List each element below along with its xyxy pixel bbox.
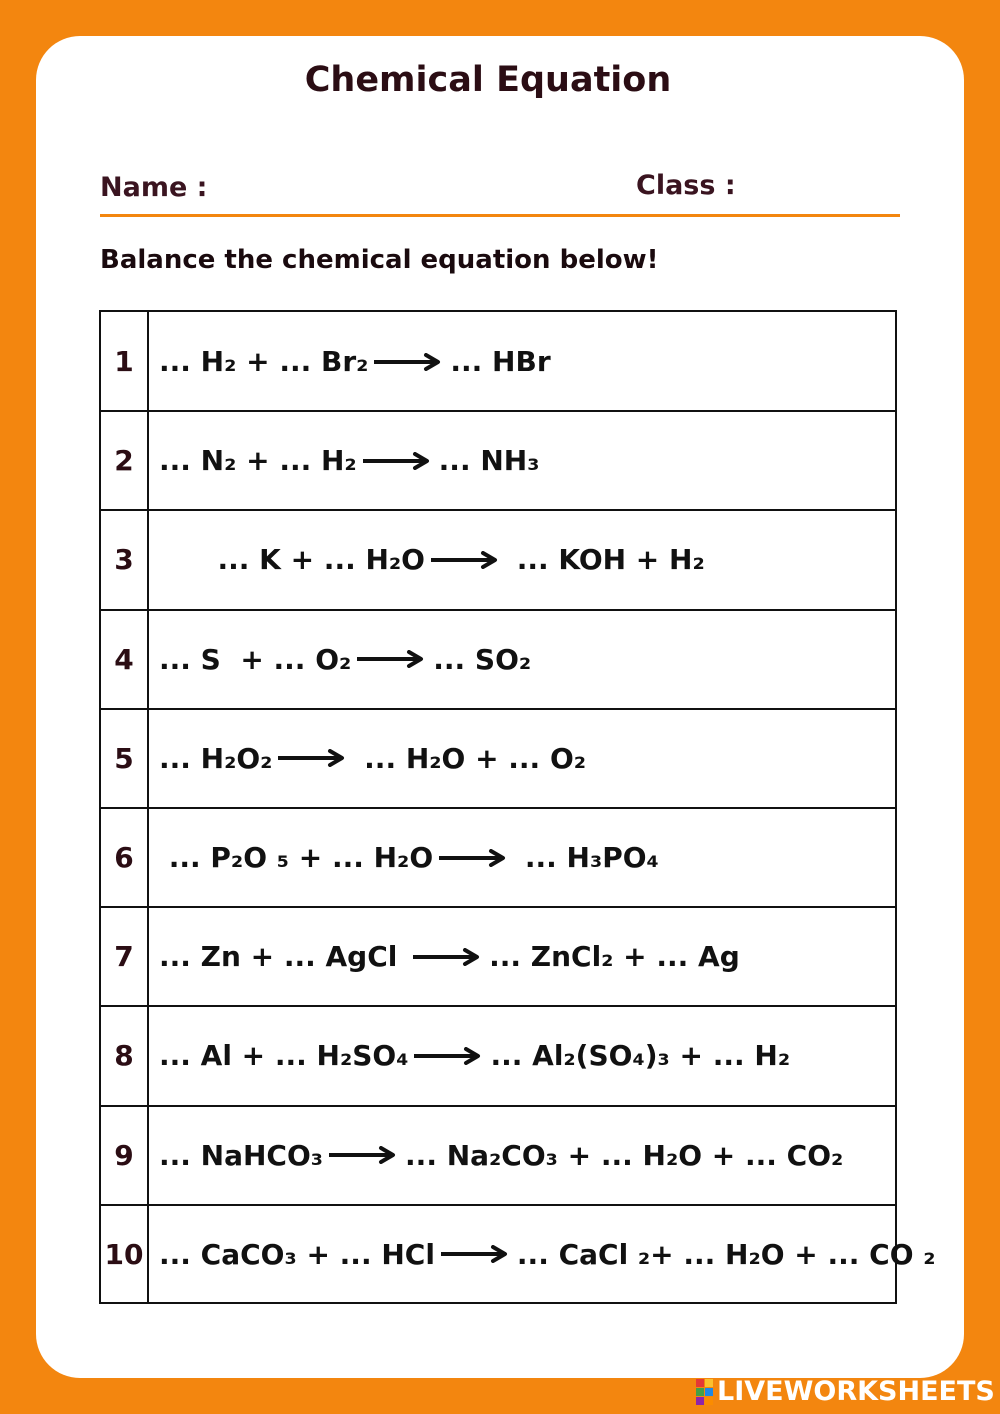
row-number: 1 [101, 312, 149, 411]
equation-row [101, 709, 895, 808]
equation-cell [149, 1205, 936, 1304]
row-divider [101, 1105, 895, 1107]
reactants: ... P₂O ₅ + ... H₂O [159, 841, 434, 874]
equation-row [101, 312, 895, 411]
name-class-underline [100, 214, 900, 217]
products: ... ZnCl₂ + ... Ag [489, 940, 740, 974]
equation-cell [149, 411, 895, 510]
row-number: 8 [101, 1006, 149, 1105]
row-number: 9 [101, 1106, 149, 1205]
logo-text: LIVEWORKSHEETS [717, 1376, 995, 1407]
reactants: ... CaCO₃ + ... HCl [159, 1237, 435, 1271]
equation-row [101, 1106, 895, 1205]
row-divider [101, 708, 895, 710]
products: ... H₃PO₄ [515, 841, 659, 874]
reaction-arrow-icon [431, 551, 501, 569]
products: ... Al₂(SO₄)₃ + ... H₂ [490, 1039, 791, 1073]
reaction-arrow-icon [357, 650, 427, 668]
liveworksheets-logo [696, 1376, 995, 1407]
reactants: ... H₂ + ... Br₂ [159, 345, 369, 378]
row-number: 3 [101, 510, 149, 609]
row-number: 4 [101, 610, 149, 709]
logo-icon [696, 1379, 713, 1405]
row-divider [101, 509, 895, 511]
row-number: 2 [101, 411, 149, 510]
reaction-arrow-icon [329, 1146, 399, 1164]
products: ... SO₂ [433, 642, 532, 676]
equation-cell [149, 610, 895, 709]
page-title: Chemical Equation [304, 60, 672, 100]
products: ... CaCl ₂+ ... H₂O + ... CO ₂ [516, 1237, 936, 1271]
products: ... KOH + H₂ [506, 543, 705, 577]
products: ... HBr [450, 345, 551, 378]
row-divider [101, 1204, 895, 1206]
row-divider [101, 1005, 895, 1007]
reaction-arrow-icon [413, 948, 483, 966]
equation-row [101, 510, 895, 609]
equation-row [101, 1006, 895, 1105]
row-number: 5 [101, 709, 149, 808]
reaction-arrow-icon [414, 1047, 484, 1065]
reactants: ... K + ... H₂O [159, 543, 425, 577]
equation-cell [149, 808, 895, 907]
reaction-arrow-icon [363, 452, 433, 470]
name-label: Name : [100, 172, 208, 203]
equation-cell [149, 510, 895, 609]
products: ... H₂O + ... O₂ [354, 741, 587, 775]
reactants: ... Zn + ... AgCl [159, 940, 408, 974]
products: ... NH₃ [438, 444, 540, 478]
row-divider [101, 807, 895, 809]
reactants: ... H₂O₂ [159, 741, 273, 775]
equation-cell [149, 709, 895, 808]
reaction-arrow-icon [374, 353, 444, 371]
row-divider [101, 609, 895, 611]
equation-cell [149, 907, 895, 1006]
row-number: 10 [101, 1205, 149, 1304]
reactants: ... NaHCO₃ [159, 1138, 324, 1172]
products: ... Na₂CO₃ + ... H₂O + ... CO₂ [405, 1138, 844, 1172]
equation-cell [149, 312, 895, 411]
equation-row [101, 1205, 936, 1304]
equation-row [101, 907, 895, 1006]
equation-row [101, 808, 895, 907]
equation-cell [149, 1006, 895, 1105]
equation-cell [149, 1106, 895, 1205]
row-divider [101, 410, 895, 412]
equation-row [101, 411, 895, 510]
instruction-text: Balance the chemical equation below! [100, 245, 659, 275]
class-label: Class : [636, 170, 736, 201]
reaction-arrow-icon [439, 849, 509, 867]
row-divider [101, 906, 895, 908]
reaction-arrow-icon [278, 749, 348, 767]
reactants: ... S + ... O₂ [159, 642, 352, 676]
row-number: 6 [101, 808, 149, 907]
equation-table [99, 310, 936, 1304]
reaction-arrow-icon [441, 1245, 511, 1263]
reactants: ... N₂ + ... H₂ [159, 444, 357, 478]
row-number: 7 [101, 907, 149, 1006]
reactants: ... Al + ... H₂SO₄ [159, 1039, 409, 1073]
equation-row [101, 610, 895, 709]
